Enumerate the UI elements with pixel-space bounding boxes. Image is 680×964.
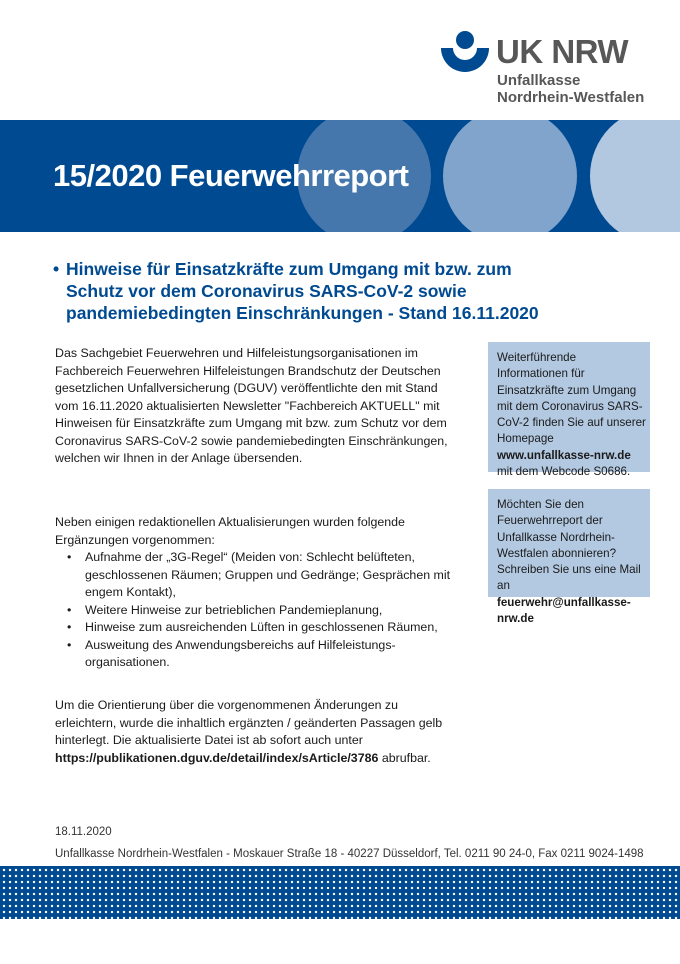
- webcode-text: mit dem Webcode S0686.: [497, 465, 631, 479]
- bullet-icon: •: [53, 259, 60, 279]
- info-box-subscribe: [488, 489, 650, 626]
- closing-text: Um die Orientierung über die vorgenommenen Änderungen zu erleichtern, wurde die inhaltlich ergänzten / geänderten Passagen gelb hinterlegt. Die aktualisierte Datei ist ab sofort auch unter: [55, 698, 443, 747]
- logo-title: UK NRW: [496, 33, 629, 70]
- title-banner: [0, 120, 680, 232]
- decorative-circle: [590, 120, 680, 232]
- info-box-homepage: [488, 342, 650, 479]
- list-item: • Aufnahme der „3G-Regel“ (Meiden von: Schlecht belüfteten, geschlossenen Räumen; Gruppen und Gedränge; Gesprächen mit engem Kontakt),: [75, 549, 460, 602]
- homepage-link[interactable]: www.unfallkasse-nrw.de: [497, 448, 631, 462]
- list-item: • Hinweise zum ausreichenden Lüften in geschlossenen Räumen,: [75, 619, 460, 637]
- document-date: 18.11.2020: [55, 826, 112, 838]
- logo: [440, 30, 670, 110]
- list-item: • Ausweitung des Anwendungsbereichs auf Hilfeleistungs-organisationen.: [75, 637, 460, 672]
- headline-text: Hinweise für Einsatzkräfte zum Umgang mit bzw. zum Schutz vor dem Coronavirus SARS-CoV-2 sowie pandemiebedingten Einschränkungen - Stand 16.11.2020: [66, 259, 539, 323]
- changes-intro: Neben einigen redaktionellen Aktualisierungen wurden folgende Ergänzungen vorgenommen:: [55, 515, 405, 547]
- publication-link[interactable]: https://publikationen.dguv.de/detail/index/sArticle/3786: [55, 750, 379, 765]
- logo-subtitle-line1: Unfallkasse: [497, 72, 581, 89]
- closing-paragraph: [55, 697, 460, 767]
- closing-suffix: abrufbar.: [381, 750, 431, 765]
- headline: [53, 258, 553, 324]
- subscribe-text: Möchten Sie den Feuerwehrreport der Unfallkasse Nordrhein-Westfalen abonnieren? Schreiben Sie uns eine Mail an: [497, 498, 641, 593]
- changes-list: [55, 549, 460, 672]
- decorative-dot-band: [0, 866, 680, 919]
- decorative-circle: [443, 120, 577, 232]
- page-title: 15/2020 Feuerwehrreport: [53, 158, 409, 193]
- list-item: • Weitere Hinweise zur betrieblichen Pandemieplanung,: [75, 602, 460, 620]
- footer-address: Unfallkasse Nordrhein-Westfalen - Moskauer Straße 18 - 40227 Düsseldorf, Tel. 0211 90 24-0, Fax 0211 9024-1498: [55, 848, 644, 860]
- changes-section: [55, 514, 460, 672]
- intro-paragraph: Das Sachgebiet Feuerwehren und Hilfeleistungsorganisationen im Fachbereich Feuerwehren Hilfeleistungen Brandschutz der Deutschen gesetzlichen Unfallversicherung (DGUV) veröffentlichte den mit Stand vom 16.11.2020 aktualisierten Newsletter "Fachbereich AKTUELL" mit Hinweisen für Einsatzkräfte zum Umgang mit bzw. zum Schutz vor dem Coronavirus SARS-CoV-2 sowie pandemiebedingten Einschränkungen, welchen wir Ihnen in der Anlage übersenden.: [55, 346, 448, 465]
- email-link[interactable]: feuerwehr@unfallkasse-nrw.de: [497, 595, 631, 626]
- logo-subtitle-line2: Nordrhein-Westfalen: [497, 89, 645, 106]
- info-box-text: Weiterführende Informationen für Einsatzkräfte zum Umgang mit dem Coronavirus SARS-CoV-2 finden Sie auf unserer Homepage: [497, 351, 646, 446]
- uk-nrw-logo-icon: [440, 30, 490, 74]
